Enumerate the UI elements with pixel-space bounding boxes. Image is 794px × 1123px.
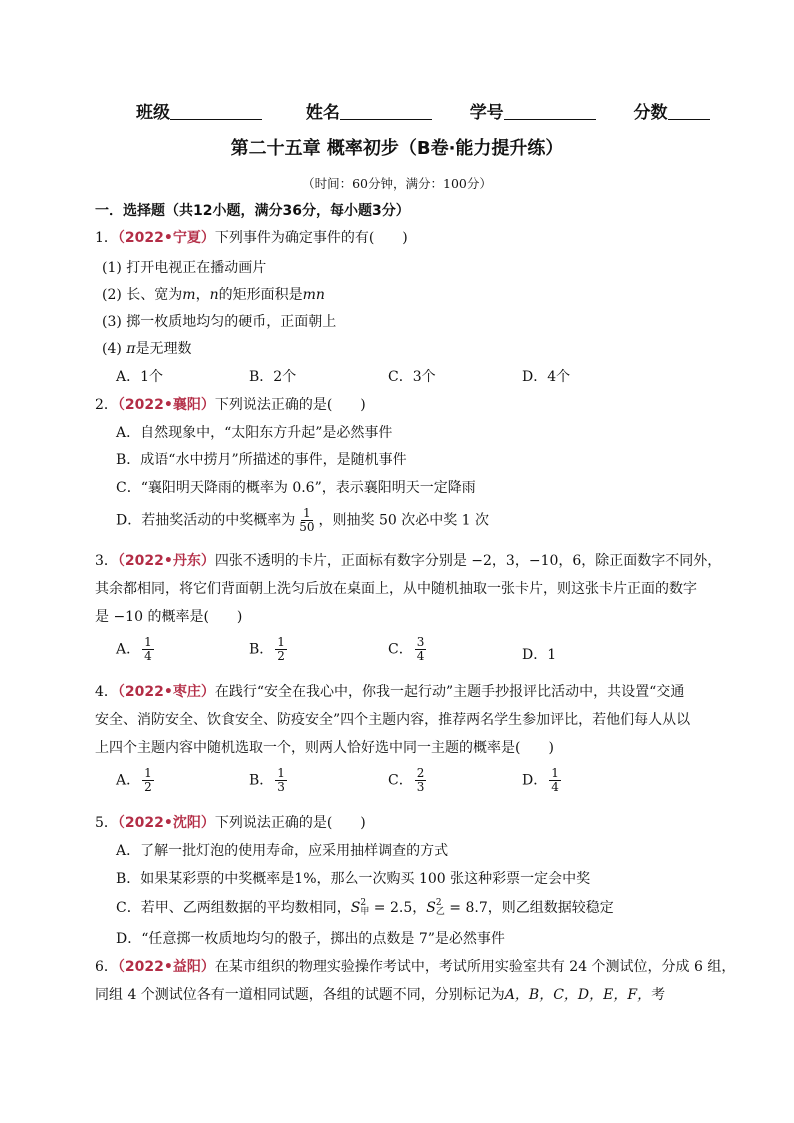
q4-option-b[interactable] (249, 767, 289, 794)
question-text: 在践行“安全在我心中，你我一起行动”主题手抄报评比活动中，共设置“交通 (214, 684, 685, 700)
fraction (142, 636, 154, 663)
subscript: 甲 (360, 907, 370, 917)
question-source: （2022•益阳） (117, 959, 215, 975)
question-4-line-1 (95, 681, 684, 701)
fraction-numerator: 3 (416, 635, 425, 649)
page-title: 第二十五章 概率初步（B卷·能力提升练） (230, 138, 564, 159)
fraction-denominator: 2 (277, 649, 285, 663)
q1-option-a[interactable]: A．1个 (116, 369, 164, 385)
fraction-denominator: 4 (416, 649, 425, 663)
class-label: 班级 (136, 103, 170, 123)
variance-value: = 8.7 (444, 900, 488, 916)
fraction (549, 767, 561, 794)
option-label: A． (116, 772, 141, 789)
question-6-line-1 (95, 956, 735, 976)
fraction-denominator: 50 (299, 520, 315, 534)
fraction-numerator: 1 (277, 766, 285, 780)
variance-value: = 2.5， (369, 900, 427, 916)
question-4-line-2: 安全、消防安全、饮食安全、防疫安全”四个主题内容，推荐两名学生参加评比，若他们每人从以 (95, 712, 691, 728)
score-blank[interactable] (668, 103, 710, 120)
fraction-denominator: 4 (144, 649, 152, 663)
q3-option-d[interactable]: D．1 (522, 647, 557, 663)
q1-item-4-text: (4) (102, 341, 122, 357)
id-blank[interactable] (504, 103, 596, 120)
question-text: 四张不透明的卡片，正面标有数字分别是 −2，3，−10，6，除正面数字不同外， (214, 553, 722, 569)
class-blank[interactable] (170, 103, 262, 120)
question-1-stem (95, 227, 408, 247)
q4-option-c[interactable] (388, 767, 428, 794)
question-number: 2． (95, 397, 118, 413)
fraction-numerator: 1 (551, 766, 559, 780)
q1-option-c[interactable]: C．3个 (388, 369, 436, 385)
q1-item-2-text: (2) 长、宽为 (102, 287, 183, 303)
fraction-numerator: 1 (144, 766, 152, 780)
question-text: 下列事件为确定事件的有( ) (214, 230, 408, 246)
q3-option-c[interactable] (388, 636, 428, 663)
score-label: 分数 (633, 103, 668, 123)
option-label: D． (522, 772, 548, 789)
fraction-denominator: 3 (416, 780, 425, 794)
option-label: B． (249, 772, 274, 789)
question-text: 同组 4 个测试位各有一道相同试题，各组的试题不同，分别标记为 (95, 987, 505, 1003)
q2-option-d-text: D．若抽奖活动的中奖概率为 (116, 512, 296, 529)
student-info-header (136, 98, 710, 123)
name-blank[interactable] (340, 103, 432, 120)
question-3-line-1 (95, 550, 721, 570)
fraction-denominator: 2 (144, 780, 152, 794)
subscript: 乙 (435, 907, 445, 917)
question-source: （2022•枣庄） (117, 684, 215, 700)
fraction (142, 767, 154, 794)
var-m: m (182, 287, 196, 303)
fraction-denominator: 4 (551, 780, 559, 794)
fraction (297, 507, 316, 534)
fraction-denominator: 3 (277, 780, 285, 794)
fraction (415, 636, 427, 663)
q1-item-4 (102, 338, 192, 358)
question-text: 在某市组织的物理实验操作考试中，考试所用实验室共有 24 个测试位，分成 6 组， (214, 959, 736, 975)
q2-option-b[interactable]: B．成语“水中捞月”所描述的事件，是随机事件 (116, 452, 407, 468)
pi-symbol: π (126, 341, 136, 357)
q4-option-d[interactable] (522, 767, 563, 794)
variance-symbol: S (426, 900, 436, 916)
fraction (275, 767, 287, 794)
var-n: n (209, 287, 219, 303)
q2-option-d[interactable] (116, 507, 489, 534)
question-text-tail: 考 (651, 987, 666, 1003)
group-letters: A，B，C，D，E，F， (504, 987, 652, 1003)
question-5-stem (95, 812, 366, 832)
option-label: C． (388, 641, 413, 658)
question-2-stem (95, 394, 366, 414)
fraction (275, 636, 287, 663)
question-text: 下列说法正确的是( ) (214, 815, 366, 831)
q5-option-b[interactable]: B．如果某彩票的中奖概率是1%，那么一次购买 100 张这种彩票一定会中奖 (116, 871, 591, 887)
q1-option-b[interactable]: B．2个 (249, 369, 297, 385)
superscript: 2 (360, 898, 367, 908)
question-4-line-3: 上四个主题内容中随机选取一个，则两人恰好选中同一主题的概率是( ) (95, 740, 554, 756)
question-3-line-3: 是 −10 的概率是( ) (95, 609, 243, 625)
question-number: 3． (95, 553, 118, 569)
fraction-numerator: 1 (144, 635, 152, 649)
q5-option-c[interactable] (116, 897, 614, 917)
option-label: A． (116, 641, 141, 658)
option-label: B． (249, 641, 274, 658)
fraction-numerator: 1 (277, 635, 285, 649)
section-heading: 一．选择题（共12小题，满分36分，每小题3分） (95, 203, 410, 219)
q1-option-d[interactable]: D．4个 (522, 369, 571, 385)
question-number: 1． (95, 230, 118, 246)
q1-item-4-rest: 是无理数 (135, 341, 192, 357)
option-label: C． (388, 772, 413, 789)
question-source: （2022•宁夏） (117, 230, 215, 246)
page-subtitle: （时间：60分钟，满分：100分） (302, 176, 492, 191)
superscript: 2 (435, 898, 442, 908)
question-number: 5． (95, 815, 118, 831)
q1-item-2 (102, 284, 325, 304)
question-number: 6． (95, 959, 118, 975)
q5-option-c-rest: ，则乙组数据较稳定 (487, 900, 614, 916)
q1-item-1: (1) 打开电视正在播动画片 (102, 260, 267, 276)
id-label: 学号 (469, 103, 504, 123)
q1-item-2-rest: 的矩形面积是 (218, 287, 303, 303)
q1-item-2-sep: ， (195, 287, 210, 303)
q3-option-b[interactable] (249, 636, 289, 663)
q3-option-a[interactable] (116, 636, 156, 663)
question-source: （2022•沈阳） (117, 815, 215, 831)
question-text: 下列说法正确的是( ) (214, 397, 366, 413)
q2-option-a[interactable]: A．自然现象中，“太阳东方升起”是必然事件 (116, 425, 393, 441)
question-source: （2022•丹东） (117, 553, 215, 569)
question-6-line-2 (95, 984, 665, 1004)
q5-option-d[interactable]: D．“任意掷一枚质地均匀的骰子，掷出的点数是 7”是必然事件 (116, 931, 505, 947)
question-3-line-2: 其余都相同，将它们背面朝上洗匀后放在桌面上，从中随机抽取一张卡片，则这张卡片正面的数字 (95, 581, 697, 597)
question-source: （2022•襄阳） (117, 397, 215, 413)
fraction-numerator: 2 (416, 766, 425, 780)
var-mn: mn (302, 287, 325, 303)
q1-item-3: (3) 掷一枚质地均匀的硬币，正面朝上 (102, 314, 337, 330)
fraction-numerator: 1 (303, 506, 311, 520)
q5-option-c-text: C．若甲、乙两组数据的平均数相同， (116, 900, 351, 916)
name-label: 姓名 (305, 103, 340, 123)
q2-option-c[interactable]: C．“襄阳明天降雨的概率为 0.6”，表示襄阳明天一定降雨 (116, 480, 476, 496)
question-number: 4． (95, 684, 118, 700)
variance-symbol: S (350, 900, 361, 916)
q5-option-a[interactable]: A．了解一批灯泡的使用寿命，应采用抽样调查的方式 (116, 843, 449, 859)
q4-option-a[interactable] (116, 767, 156, 794)
q2-option-d-rest: ，则抽奖 50 次必中奖 1 次 (318, 512, 490, 529)
fraction (415, 767, 427, 794)
